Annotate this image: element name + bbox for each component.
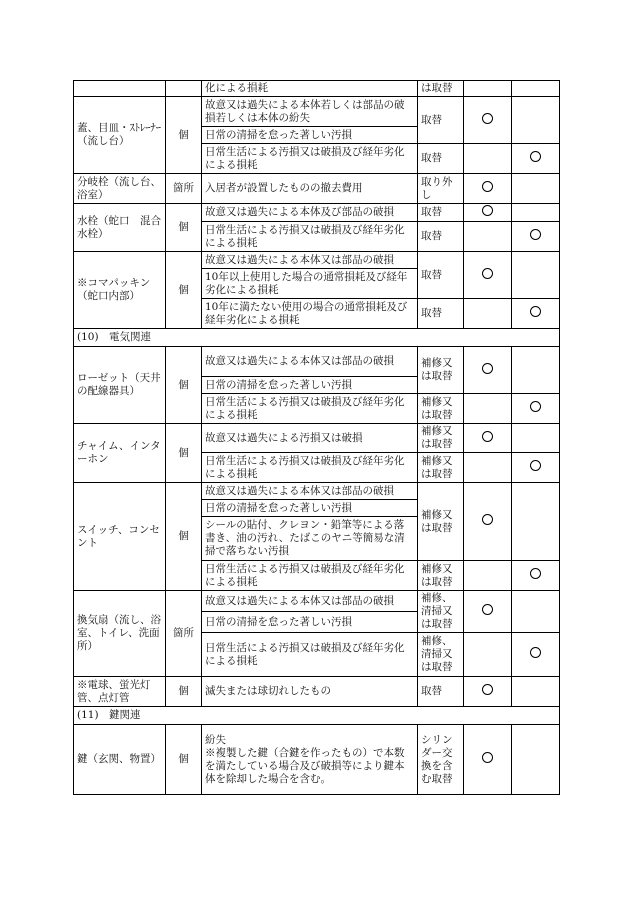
burden-circle-icon [482,604,493,615]
table-row [74,81,560,97]
owner-burden-cell [512,174,560,204]
unit-cell [166,81,202,97]
owner-burden-cell [512,252,560,299]
condition-text: 10年に満たない使用の場合の通常損耗及び経年劣化による損耗 [202,299,418,329]
unit-label: 箇所 [166,174,202,204]
burden-circle-icon [482,181,493,192]
tenant-burden-cell [464,483,512,561]
unit-label: 個 [166,677,202,707]
table-row [74,347,560,377]
unit-label: 箇所 [166,591,202,677]
action-text: 取替 [418,204,464,222]
table-row [74,204,560,222]
burden-circle-icon [530,460,541,471]
condition-text: 日常の清掃を怠った著しい汚損 [202,500,418,517]
table-row [74,677,560,707]
owner-burden-cell [512,424,560,453]
tenant-burden-cell [464,222,512,252]
action-text: 補修、清掃又は取替 [418,591,464,633]
condition-text: 故意又は過失による本体又は部品の破損 [202,252,418,269]
action-cell: は取替 [418,81,464,97]
tenant-burden-cell [464,97,512,144]
owner-burden-cell [512,222,560,252]
table-row [74,97,560,127]
condition-text: 故意又は過失による本体若しくは部品の破損若しくは本体の紛失 [202,97,418,127]
item-name: ※電球、蛍光灯管、点灯管 [74,677,166,707]
action-text: 補修又は取替 [418,483,464,561]
unit-label: 個 [166,483,202,591]
tenant-burden-cell [464,144,512,174]
burden-circle-icon [530,647,541,658]
table-row [74,725,560,795]
unit-label: 個 [166,252,202,329]
item-cell [74,81,166,97]
item-name: 換気扇（流し、浴室、トイレ、洗面所） [74,591,166,677]
condition-cell: 化による損耗 [202,81,418,97]
condition-text: 日常の清掃を怠った著しい汚損 [202,127,418,144]
owner-burden-cell [512,97,560,144]
tenant-burden-cell [464,591,512,633]
tenant-burden-cell [464,725,512,795]
burden-circle-icon [482,752,493,763]
owner-burden-cell [512,81,560,97]
table-row [74,174,560,204]
burden-circle-icon [482,205,493,216]
owner-burden-cell [512,453,560,483]
burden-circle-icon [530,401,541,412]
tenant-burden-cell [464,204,512,222]
action-text: 取替 [418,299,464,329]
section-title: (11) 鍵関連 [74,707,560,725]
condition-text: 日常の清掃を怠った著しい汚損 [202,377,418,394]
burden-circle-icon [482,268,493,279]
action-text: 補修又は取替 [418,394,464,424]
action-text: 取替 [418,144,464,174]
condition-text: 故意又は過失による汚損又は破損 [202,424,418,453]
tenant-burden-cell [464,453,512,483]
section-row [74,707,560,725]
unit-label: 個 [166,347,202,424]
owner-burden-cell [512,725,560,795]
action-text: 取替 [418,252,464,299]
action-text: 補修又は取替 [418,424,464,453]
tenant-burden-cell [464,424,512,453]
action-text: 取替 [418,97,464,144]
burden-circle-icon [530,229,541,240]
action-text: 補修又は取替 [418,347,464,394]
condition-text: 10年以上使用した場合の通常損耗及び経年劣化による損耗 [202,269,418,299]
table-row [74,252,560,269]
section-row [74,329,560,347]
owner-burden-cell [512,347,560,394]
item-name: 水栓（蛇口 混合水栓） [74,204,166,252]
owner-burden-cell [512,394,560,424]
condition-text: 日常生活による汚損又は破損及び経年劣化による損耗 [202,144,418,174]
condition-text: 故意又は過失による本体又は部品の破損 [202,347,418,377]
section-title: (10) 電気関連 [74,329,560,347]
condition-text: 故意又は過失による本体又は部品の破損 [202,483,418,500]
burden-circle-icon [482,514,493,525]
tenant-burden-cell [464,81,512,97]
condition-text: 紛失 ※複製した鍵（合鍵を作ったもの）で本数を満たしている場合及び破損等により鍵本体を除却した場合を含む。 [202,725,418,795]
table-row [74,483,560,500]
tenant-burden-cell [464,252,512,299]
action-text: 補修、清掃又は取替 [418,633,464,677]
action-text: 取替 [418,222,464,252]
tenant-burden-cell [464,633,512,677]
burden-circle-icon [482,431,493,442]
owner-burden-cell [512,204,560,222]
item-name: ローゼット（天井の配線器具） [74,347,166,424]
burden-circle-icon [530,568,541,579]
condition-text: 日常生活による汚損又は破損及び経年劣化による損耗 [202,453,418,483]
action-text: シリンダー交換を含む取替 [418,725,464,795]
unit-label: 個 [166,97,202,174]
owner-burden-cell [512,633,560,677]
condition-text: 日常生活による汚損又は破損及び経年劣化による損耗 [202,222,418,252]
burden-circle-icon [482,113,493,124]
owner-burden-cell [512,144,560,174]
item-name: スイッチ、コンセント [74,483,166,591]
burden-circle-icon [482,684,493,695]
tenant-burden-cell [464,677,512,707]
condition-text: 入居者が設置したものの撤去費用 [202,174,418,204]
burden-circle-icon [482,363,493,374]
restoration-cost-table [73,80,560,795]
owner-burden-cell [512,483,560,561]
owner-burden-cell [512,299,560,329]
condition-text: 滅失または球切れしたもの [202,677,418,707]
tenant-burden-cell [464,561,512,591]
item-name: 蓋、目皿・ｽﾄﾚｰﾅｰ（流し台） [74,97,166,174]
item-name: ※コマパッキン（蛇口内部） [74,252,166,329]
tenant-burden-cell [464,174,512,204]
action-text: 補修又は取替 [418,453,464,483]
condition-text: 日常生活による汚損又は破損及び経年劣化による損耗 [202,633,418,677]
item-name: チャイム、インターホン [74,424,166,483]
table-row [74,591,560,612]
condition-text: 日常生活による汚損又は破損及び経年劣化による損耗 [202,394,418,424]
condition-text: 故意又は過失による本体又は部品の破損 [202,591,418,612]
burden-circle-icon [530,306,541,317]
table-row [74,424,560,453]
condition-text: 故意又は過失による本体及び部品の破損 [202,204,418,222]
owner-burden-cell [512,591,560,633]
action-text: 取替 [418,677,464,707]
item-name: 鍵（玄関、物置） [74,725,166,795]
owner-burden-cell [512,561,560,591]
tenant-burden-cell [464,347,512,394]
condition-text: シールの貼付、クレヨン・鉛筆等による落書き、油の汚れ、たばこのヤニ等簡易な清掃で落ちない汚損 [202,517,418,561]
unit-label: 個 [166,725,202,795]
unit-label: 個 [166,424,202,483]
condition-text: 日常生活による汚損又は破損及び経年劣化による損耗 [202,561,418,591]
tenant-burden-cell [464,299,512,329]
action-text: 取り外し [418,174,464,204]
unit-label: 個 [166,204,202,252]
action-text: 補修又は取替 [418,561,464,591]
owner-burden-cell [512,677,560,707]
item-name: 分岐栓（流し台、浴室） [74,174,166,204]
tenant-burden-cell [464,394,512,424]
condition-text: 日常の清掃を怠った著しい汚損 [202,612,418,633]
burden-circle-icon [530,151,541,162]
